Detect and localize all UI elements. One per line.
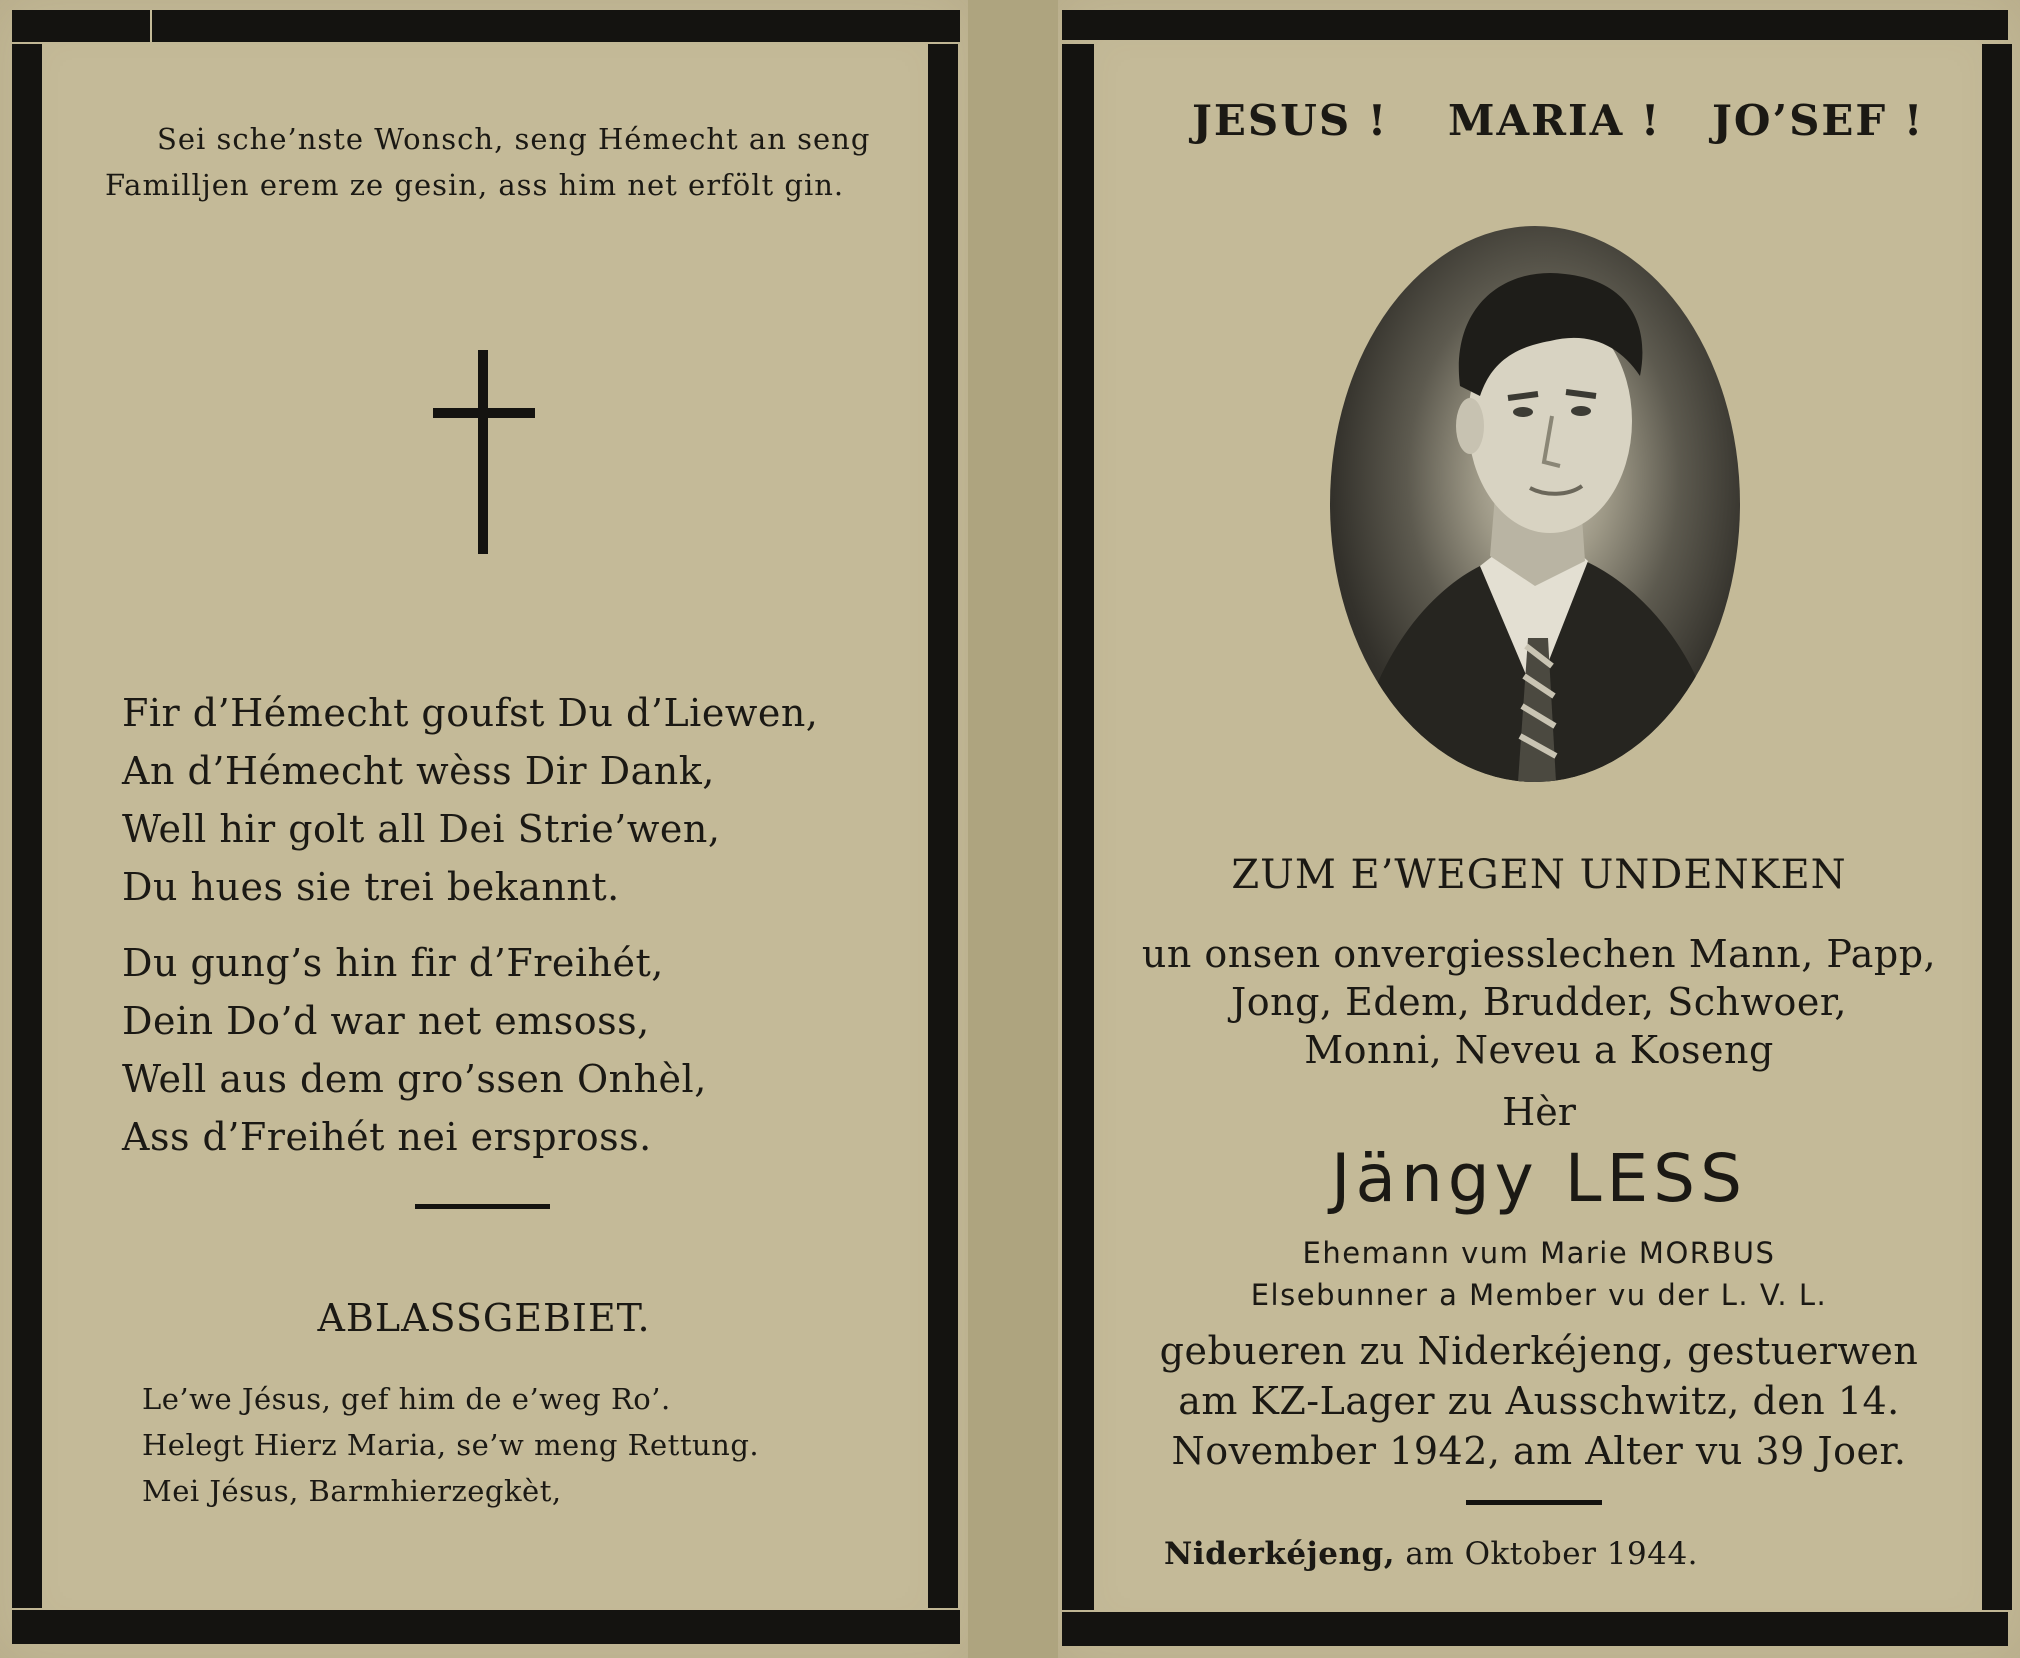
right-border-top [1062, 10, 2008, 40]
death-details [1058, 1326, 2020, 1476]
spouse-info [1058, 1232, 2020, 1316]
dedication-line: un onsen onvergiesslechen Mann, Papp, [1141, 932, 1937, 976]
motto-line-1: Sei sche’nste Wonsch, seng Hémecht an seng [157, 122, 871, 156]
left-border-notch [150, 10, 152, 42]
poem-line: Du hues sie trei bekannt. [122, 865, 620, 909]
divider-rule-right [1466, 1500, 1602, 1505]
left-border-right [928, 44, 958, 1608]
prayer-line: Helegt Hierz Maria, se’w meng Rettung. [142, 1428, 760, 1462]
poem-line: Well aus dem gro’ssen Onhèl, [122, 1057, 707, 1101]
memorial-title: ZUM E’WEGEN UNDENKEN [1231, 852, 1847, 898]
left-border-left [12, 44, 42, 1608]
deceased-name: Jängy LESS [1331, 1140, 1747, 1217]
poem-line: An d’Hémecht wèss Dir Dank, [122, 749, 715, 793]
dedication-line: Jong, Edem, Brudder, Schwoer, [1231, 980, 1847, 1024]
left-border-bottom [12, 1610, 960, 1644]
motto-line-2: Familljen erem ze gesin, ass him net erfölt gin. [105, 168, 845, 202]
spouse-line: Ehemann vum Marie MORBUS [1302, 1236, 1776, 1270]
poem-line: Du gung’s hin fir d’Freihét, [122, 941, 664, 985]
dedication-line: Monni, Neveu a Koseng [1304, 1028, 1774, 1072]
death-line: November 1942, am Alter vu 39 Joer. [1171, 1429, 1907, 1473]
role-line: Elsebunner a Member vu der L. V. L. [1250, 1278, 1828, 1312]
prayer-text [142, 1376, 759, 1514]
holy-name-jesus: JESUS ! [1192, 96, 1389, 145]
right-border-bottom [1062, 1612, 2008, 1646]
holy-name-josef: JO’SEF ! [1712, 96, 1925, 145]
cross-icon [478, 350, 488, 554]
poem-stanza-2 [122, 934, 707, 1166]
card-fold-gap [968, 0, 1058, 1658]
divider-rule [415, 1204, 550, 1209]
cross-icon-bar [433, 408, 535, 418]
place-date-line [1164, 1536, 1698, 1572]
prayer-line: Le’we Jésus, gef him de e’weg Ro’. [142, 1382, 671, 1416]
place-name: Niderkéjeng, [1164, 1536, 1395, 1572]
poem-line: Fir d’Hémecht goufst Du d’Liewen, [122, 691, 819, 735]
portrait-photo [1330, 226, 1740, 782]
death-line: gebueren zu Niderkéjeng, gestuerwen [1159, 1329, 1919, 1373]
prayer-line: Mei Jésus, Barmhierzegkèt, [142, 1474, 562, 1508]
portrait-figure-image [1330, 226, 1740, 782]
prayer-title: ABLASSGEBIET. [317, 1296, 651, 1340]
honorific: Hèr [1502, 1090, 1576, 1134]
left-border-top [12, 10, 960, 42]
death-line: am KZ-Lager zu Ausschwitz, den 14. [1178, 1379, 1900, 1423]
poem-stanza-1 [122, 684, 818, 916]
motto-text [105, 116, 885, 208]
poem-line: Well hir golt all Dei Strie’wen, [122, 807, 721, 851]
poem-line: Ass d’Freihét nei ersprоss. [122, 1115, 652, 1159]
dedication-text [1058, 930, 2020, 1074]
holy-name-maria: MARIA ! [1448, 96, 1662, 145]
issue-date: am Oktober 1944. [1395, 1536, 1699, 1572]
poem-line: Dein Do’d war net emsoss, [122, 999, 650, 1043]
